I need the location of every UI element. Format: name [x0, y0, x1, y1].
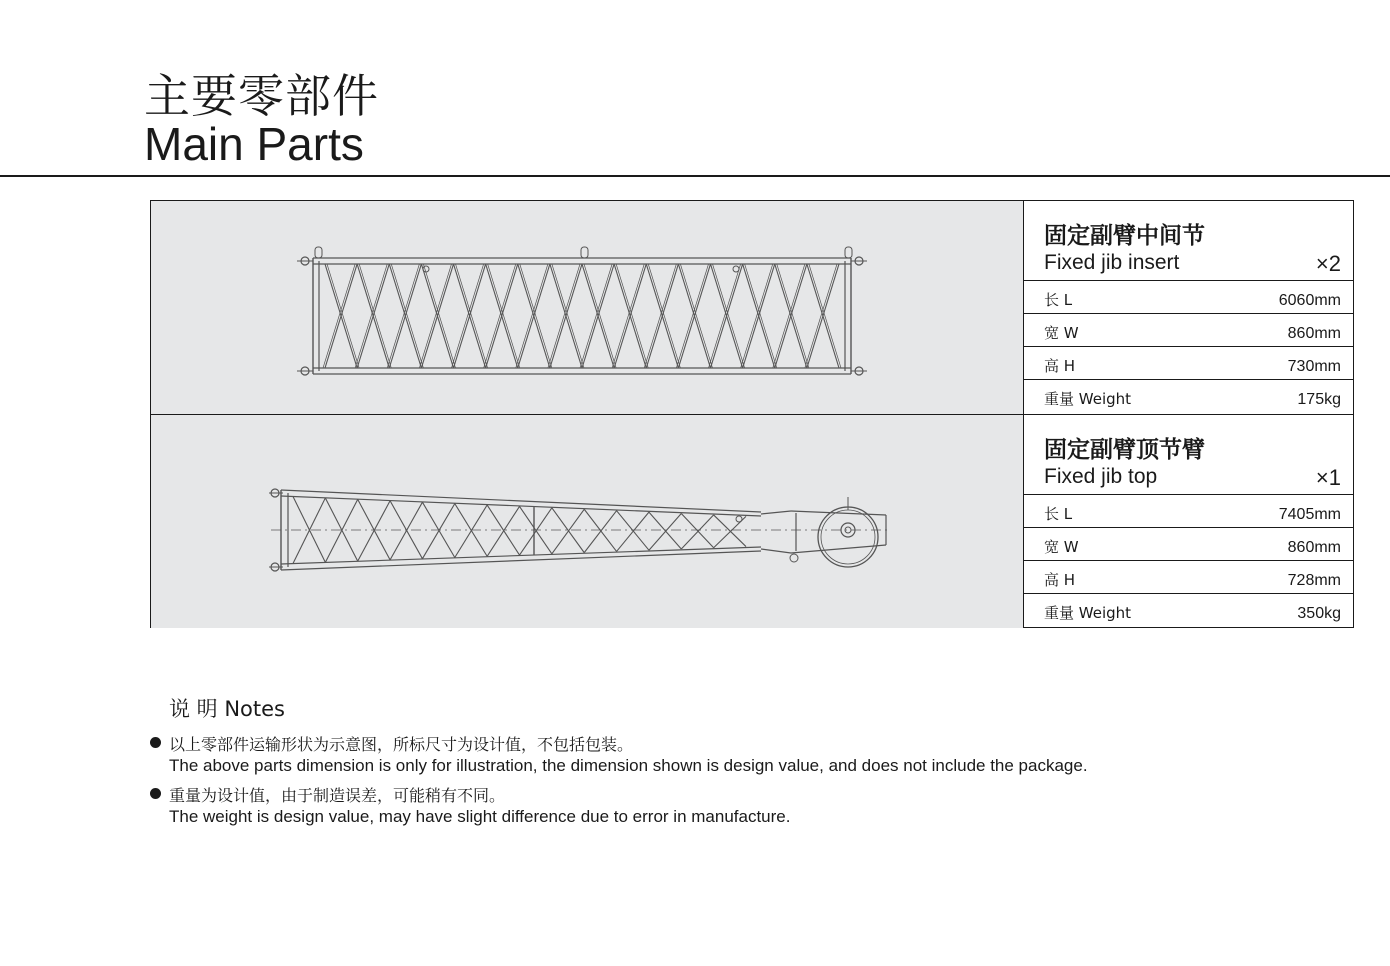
spec-value: 7405mm	[1278, 506, 1341, 523]
spec-value: 860mm	[1287, 539, 1341, 556]
part-name-en: Fixed jib top	[1044, 465, 1158, 488]
jib-top-spec	[1024, 415, 1353, 628]
jib-insert-spec	[1024, 201, 1353, 414]
spec-header	[1024, 201, 1353, 281]
part-quantity: ×2	[1315, 251, 1341, 276]
page-title-block	[144, 69, 379, 170]
spec-row-height	[1024, 347, 1353, 380]
spec-value: 350kg	[1297, 605, 1341, 622]
spec-row-height	[1024, 561, 1353, 594]
spec-row-length	[1024, 495, 1353, 528]
spec-row-width	[1024, 314, 1353, 347]
part-row-jib-insert	[151, 201, 1353, 414]
spec-row-weight	[1024, 380, 1353, 413]
note-text-en: The above parts dimension is only for illustration, the dimension shown is design value, and does not include the package.	[169, 756, 1088, 775]
spec-value: 730mm	[1287, 358, 1341, 375]
spec-label: 宽 W	[1044, 538, 1079, 556]
spec-label: 重量 Weight	[1044, 390, 1132, 408]
spec-header	[1024, 415, 1353, 495]
spec-label: 高 H	[1044, 357, 1076, 375]
spec-value: 728mm	[1287, 572, 1341, 589]
spec-row-weight	[1024, 594, 1353, 627]
jib-top-illustration	[151, 415, 1022, 628]
header-rule	[0, 175, 1390, 177]
spec-value: 175kg	[1297, 391, 1341, 408]
spec-row-length	[1024, 281, 1353, 314]
bullet-icon	[150, 788, 161, 799]
bullet-icon	[150, 737, 161, 748]
spec-value: 6060mm	[1278, 292, 1341, 309]
note-text-en: The weight is design value, may have slight difference due to error in manufacture.	[169, 807, 791, 826]
spec-label: 重量 Weight	[1044, 604, 1132, 622]
part-name-cn: 固定副臂顶节臂	[1044, 437, 1205, 463]
spec-label: 宽 W	[1044, 324, 1079, 342]
part-row-jib-top	[151, 414, 1353, 628]
spec-label: 高 H	[1044, 571, 1076, 589]
note-text-cn: 重量为设计值，由于制造误差，可能稍有不同。	[169, 786, 506, 805]
page-title-en: Main Parts	[144, 118, 364, 170]
jib-top-drawing	[151, 415, 1024, 628]
spec-row-width	[1024, 528, 1353, 561]
note-text-cn: 以上零部件运输形状为示意图，所标尺寸为设计值，不包括包装。	[169, 735, 634, 754]
spec-label: 长 L	[1044, 291, 1073, 309]
part-quantity: ×1	[1315, 465, 1341, 490]
page-title-cn: 主要零部件	[144, 69, 379, 123]
part-name-en: Fixed jib insert	[1044, 251, 1180, 274]
spec-value: 860mm	[1287, 325, 1341, 342]
jib-insert-drawing	[151, 201, 1024, 414]
part-name-cn: 固定副臂中间节	[1044, 223, 1205, 249]
notes-title: 说 明 Notes	[169, 697, 286, 721]
spec-label: 长 L	[1044, 505, 1073, 523]
parts-table	[150, 200, 1354, 628]
jib-insert-illustration	[151, 201, 1022, 414]
